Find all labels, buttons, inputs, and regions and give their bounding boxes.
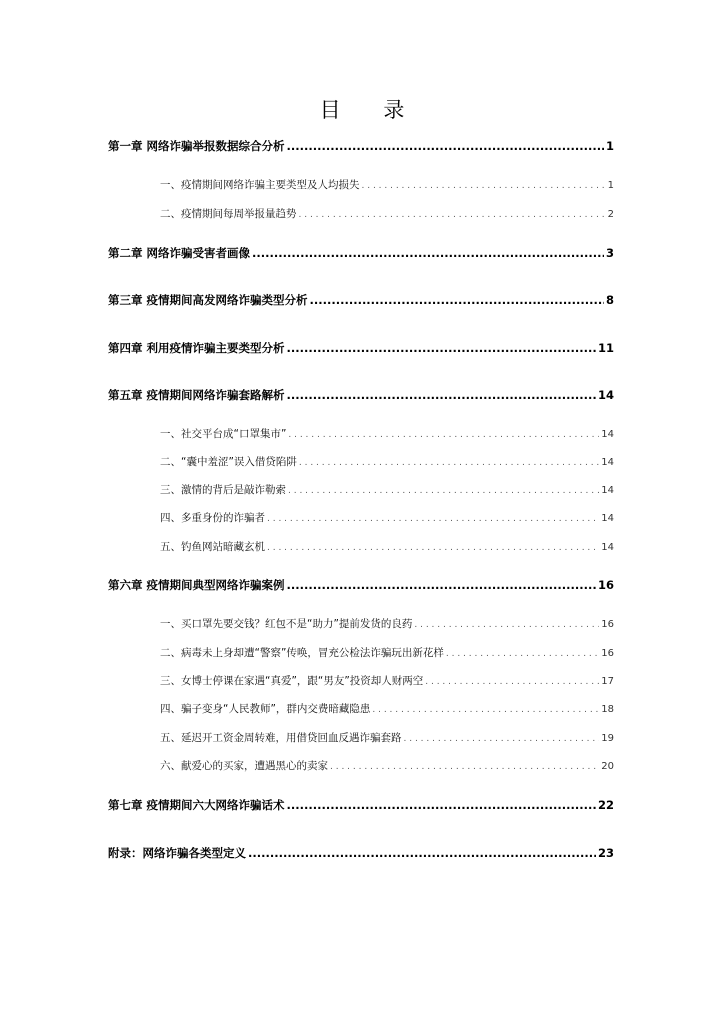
dot-leader [252,246,604,260]
dot-leader [446,647,599,659]
toc-page-number: 14 [601,542,614,553]
dot-leader [287,798,596,812]
toc-title: 目 录 [319,98,423,122]
toc-page-number: 14 [601,513,614,524]
toc-page-number: 14 [601,457,614,468]
toc-entry-label: 六、献爱心的买家，遭遇黑心的卖家 [160,760,328,772]
toc-section-entry[interactable] [160,206,614,221]
dot-leader [287,388,596,402]
toc-chapter-entry[interactable] [108,245,614,261]
toc-page-number: 1 [607,180,614,191]
toc-entry-label: 第六章 疫情期间典型网络诈骗案例 [108,578,285,592]
toc-page-number: 23 [597,846,614,860]
toc-section-entry[interactable] [160,701,614,716]
dot-leader [248,846,596,860]
toc-page-number: 22 [597,798,614,812]
dot-leader [310,293,604,307]
toc-page-number: 8 [605,293,614,307]
toc-page-number: 19 [601,733,614,744]
toc-page-number: 14 [597,388,614,402]
toc-section-entry[interactable] [160,510,614,525]
toc-entry-label: 三、激情的背后是敲诈勒索 [160,484,286,496]
toc-section-entry[interactable] [160,482,614,497]
toc-section-entry[interactable] [160,426,614,441]
toc-section-entry[interactable] [160,539,614,554]
toc-entry-label: 附录：网络诈骗各类型定义 [108,846,246,860]
dot-leader [288,428,599,440]
dot-leader [414,618,599,630]
toc-page-number: 2 [607,209,614,220]
toc-page-number: 16 [601,619,614,630]
toc-chapter-entry[interactable] [108,387,614,403]
dot-leader [287,139,604,153]
toc-entry-label: 第七章 疫情期间六大网络诈骗话术 [108,798,285,812]
toc-section-entry[interactable] [160,673,614,688]
toc-chapter-entry[interactable] [108,340,614,356]
toc-entry-label: 一、社交平台成“口罩集市” [160,428,287,440]
dot-leader [288,484,599,496]
toc-entry-label: 二、“囊中羞涩”误入借贷陷阱 [160,456,297,468]
toc-entry-label: 第二章 网络诈骗受害者画像 [108,246,251,260]
toc-page-number: 18 [601,704,614,715]
toc-section-entry[interactable] [160,454,614,469]
toc-entry-label: 第四章 利用疫情诈骗主要类型分析 [108,341,285,355]
dot-leader [267,512,599,524]
dot-leader [330,760,599,772]
toc-entry-label: 一、买口罩先要交钱？红包不是“助力”提前发货的良药 [160,618,413,630]
toc-section-entry[interactable] [160,177,614,192]
toc-entry-label: 四、骗子变身“人民教师”，群内交费暗藏隐患 [160,703,371,715]
toc-page-number: 14 [601,485,614,496]
dot-leader [372,703,599,715]
toc-entry-label: 四、多重身份的诈骗者 [160,512,265,524]
toc-page-number: 16 [597,578,614,592]
toc-chapter-entry[interactable] [108,797,614,813]
toc-entry-label: 五、延迟开工资金周转难，用借贷回血反遇诈骗套路 [160,732,402,744]
toc-page-number: 11 [597,341,614,355]
toc-entry-label: 五、钓鱼网站暗藏玄机 [160,541,265,553]
toc-section-entry[interactable] [160,616,614,631]
toc-entry-label: 第三章 疫情期间高发网络诈骗类型分析 [108,293,308,307]
toc-page-number: 16 [601,648,614,659]
toc-chapter-entry[interactable] [108,577,614,593]
dot-leader [425,675,599,687]
toc-page-number: 1 [605,139,614,153]
dot-leader [362,179,606,191]
dot-leader [267,541,599,553]
dot-leader [287,341,596,355]
toc-chapter-entry[interactable] [108,845,614,861]
toc-entry-label: 二、疫情期间每周举报量趋势 [160,208,297,220]
toc-section-entry[interactable] [160,730,614,745]
toc-page-number: 3 [605,246,614,260]
toc-page-number: 17 [601,676,614,687]
toc-entry-label: 一、疫情期间网络诈骗主要类型及人均损失 [160,179,360,191]
toc-page-number: 20 [601,761,614,772]
dot-leader [299,208,606,220]
toc-entry-label: 二、病毒未上身却遭“警察”传唤，冒充公检法诈骗玩出新花样 [160,647,444,659]
toc-entry-label: 第五章 疫情期间网络诈骗套路解析 [108,388,285,402]
dot-leader [287,578,596,592]
toc-section-entry[interactable] [160,645,614,660]
dot-leader [404,732,600,744]
toc-page-number: 14 [601,429,614,440]
dot-leader [299,456,599,468]
toc-section-entry[interactable] [160,758,614,773]
toc-chapter-entry[interactable] [108,138,614,154]
toc-entry-label: 三、女博士停课在家遇“真爱”，跟“男友”投资却人财两空 [160,675,424,687]
toc-chapter-entry[interactable] [108,292,614,308]
toc-entry-label: 第一章 网络诈骗举报数据综合分析 [108,139,285,153]
